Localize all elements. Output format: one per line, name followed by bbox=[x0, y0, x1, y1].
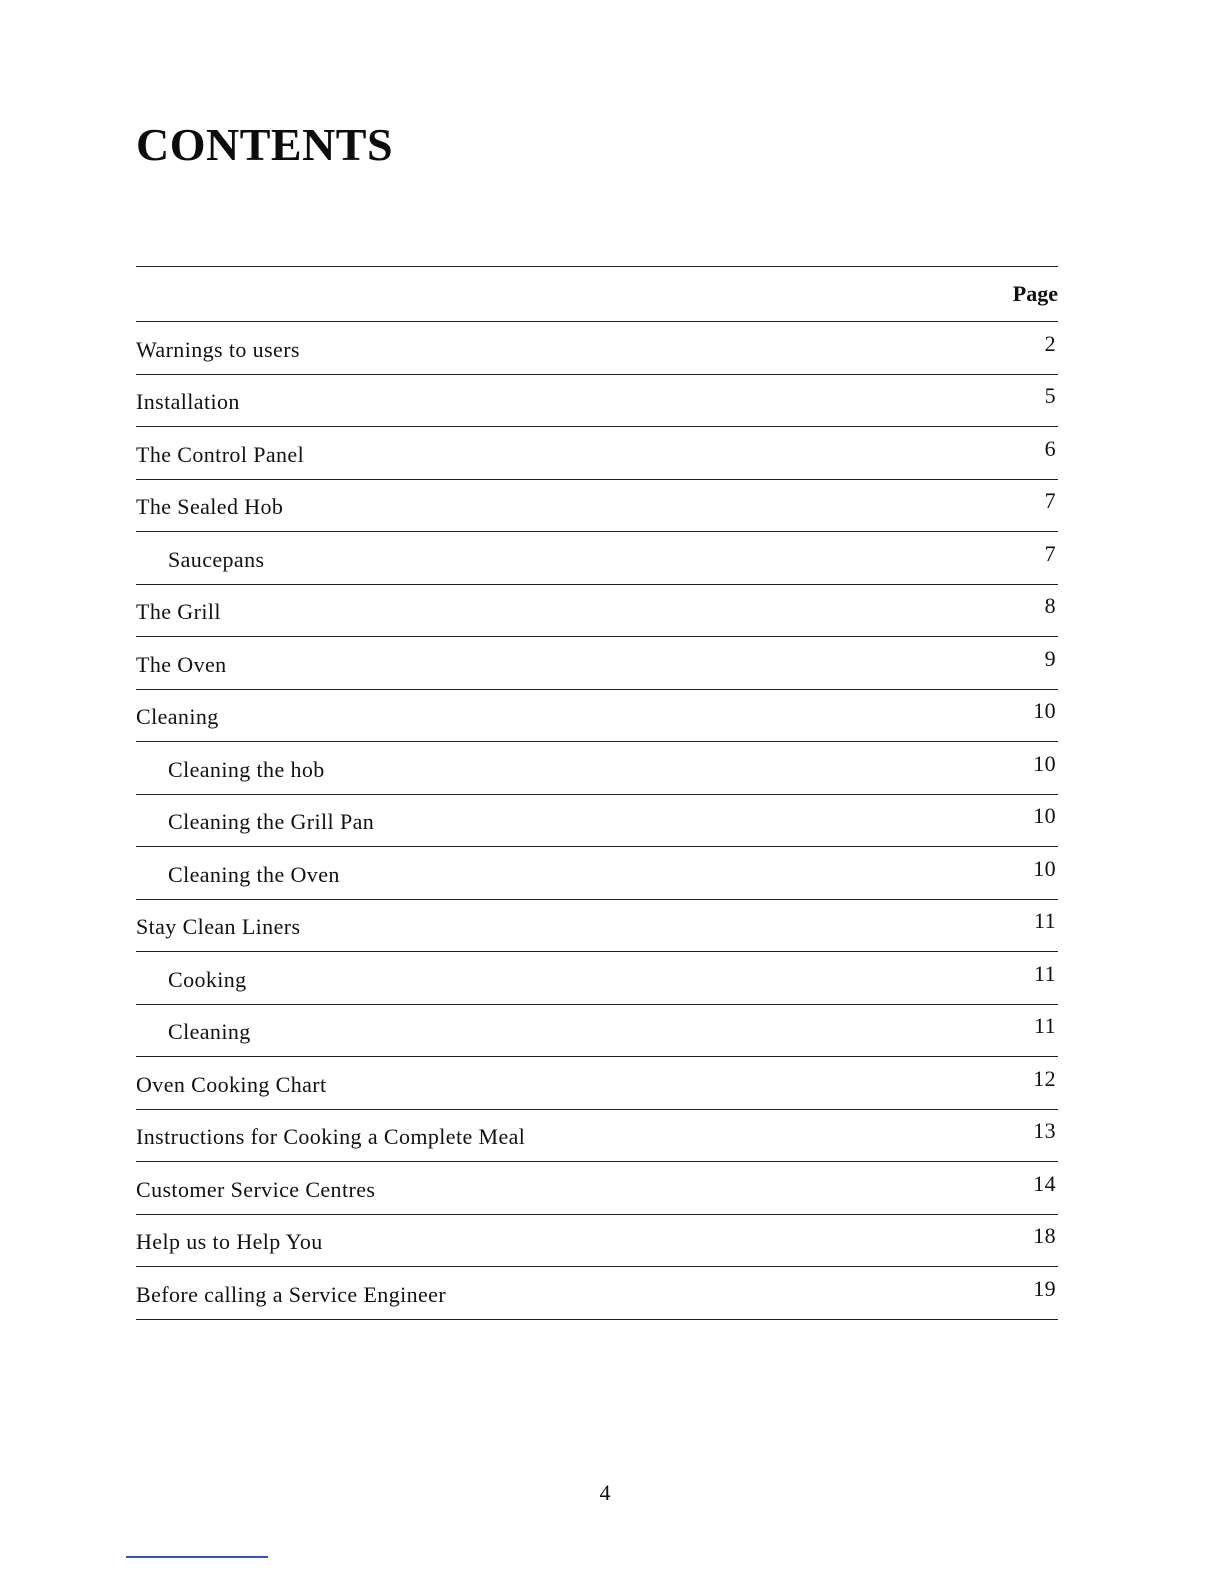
toc-entry-label: Oven Cooking Chart bbox=[136, 1071, 327, 1097]
toc-entry-page: 8 bbox=[1044, 593, 1056, 619]
toc-entry-page: 9 bbox=[1044, 645, 1056, 671]
toc-entry-label: Customer Service Centres bbox=[136, 1176, 376, 1202]
toc-entry-label: The Control Panel bbox=[136, 441, 305, 467]
toc-entry bbox=[136, 532, 1058, 585]
toc-entry-page: 10 bbox=[1033, 803, 1056, 829]
toc-entry-label: Stay Clean Liners bbox=[136, 914, 301, 940]
toc-entry bbox=[136, 952, 1058, 1005]
toc-entry-label: Cleaning bbox=[168, 1019, 251, 1045]
toc-entry-label: Installation bbox=[136, 389, 240, 415]
corner-mark bbox=[126, 1556, 268, 1558]
toc-entry-page: 6 bbox=[1044, 435, 1056, 461]
toc-entry bbox=[136, 1057, 1058, 1110]
toc-entry-page: 5 bbox=[1044, 383, 1056, 409]
toc-entry-label: The Oven bbox=[136, 651, 227, 677]
toc-entry-page: 19 bbox=[1033, 1275, 1056, 1301]
toc-entry bbox=[136, 1110, 1058, 1163]
toc-entry bbox=[136, 847, 1058, 900]
toc-entry bbox=[136, 585, 1058, 638]
toc-entry-page: 10 bbox=[1033, 855, 1056, 881]
toc-entry-label: Help us to Help You bbox=[136, 1229, 323, 1255]
toc-entry-label: Cleaning the Grill Pan bbox=[168, 809, 375, 835]
toc-entry-label: Warnings to users bbox=[136, 336, 300, 362]
page-column-header: Page bbox=[1012, 281, 1058, 306]
toc-entry bbox=[136, 1162, 1058, 1215]
toc-entry-label: Cooking bbox=[168, 966, 247, 992]
toc-entry-label: Cleaning the hob bbox=[168, 756, 325, 782]
toc-entry-page: 13 bbox=[1033, 1118, 1056, 1144]
toc-entry bbox=[136, 480, 1058, 533]
toc-entry bbox=[136, 742, 1058, 795]
toc-entry-page: 7 bbox=[1044, 540, 1056, 566]
footer-page-number: 4 bbox=[599, 1480, 611, 1505]
toc-entry-label: Cleaning the Oven bbox=[168, 861, 340, 887]
toc-entry-page: 11 bbox=[1034, 1013, 1056, 1039]
toc-entry bbox=[136, 427, 1058, 480]
toc-entry-label: Saucepans bbox=[168, 546, 265, 572]
toc-entry-label: Instructions for Cooking a Complete Meal bbox=[136, 1124, 526, 1150]
toc-entry bbox=[136, 1267, 1058, 1320]
toc-entry-page: 10 bbox=[1033, 750, 1056, 776]
toc-entry-page: 2 bbox=[1044, 330, 1056, 356]
toc-entry-page: 7 bbox=[1044, 488, 1056, 514]
toc-entry bbox=[136, 1005, 1058, 1058]
toc-entry bbox=[136, 375, 1058, 428]
toc-entry bbox=[136, 795, 1058, 848]
toc-entry-label: The Grill bbox=[136, 599, 221, 625]
toc-entry-page: 14 bbox=[1033, 1170, 1056, 1196]
toc-entry-page: 10 bbox=[1033, 698, 1056, 724]
toc-entry bbox=[136, 637, 1058, 690]
toc-header bbox=[136, 267, 1058, 322]
toc-entry-page: 18 bbox=[1033, 1223, 1056, 1249]
toc-entry bbox=[136, 322, 1058, 375]
toc-entry-label: The Sealed Hob bbox=[136, 494, 284, 520]
toc-entry-page: 11 bbox=[1034, 908, 1056, 934]
toc-entry-page: 12 bbox=[1033, 1065, 1056, 1091]
toc-entry bbox=[136, 900, 1058, 953]
toc-entry-page: 11 bbox=[1034, 960, 1056, 986]
toc-entry bbox=[136, 1215, 1058, 1268]
toc-rows bbox=[136, 322, 1058, 1320]
table-of-contents bbox=[136, 266, 1058, 1320]
page-title: CONTENTS bbox=[136, 119, 394, 170]
toc-entry-label: Cleaning bbox=[136, 704, 219, 730]
toc-entry bbox=[136, 690, 1058, 743]
toc-entry-label: Before calling a Service Engineer bbox=[136, 1281, 447, 1307]
